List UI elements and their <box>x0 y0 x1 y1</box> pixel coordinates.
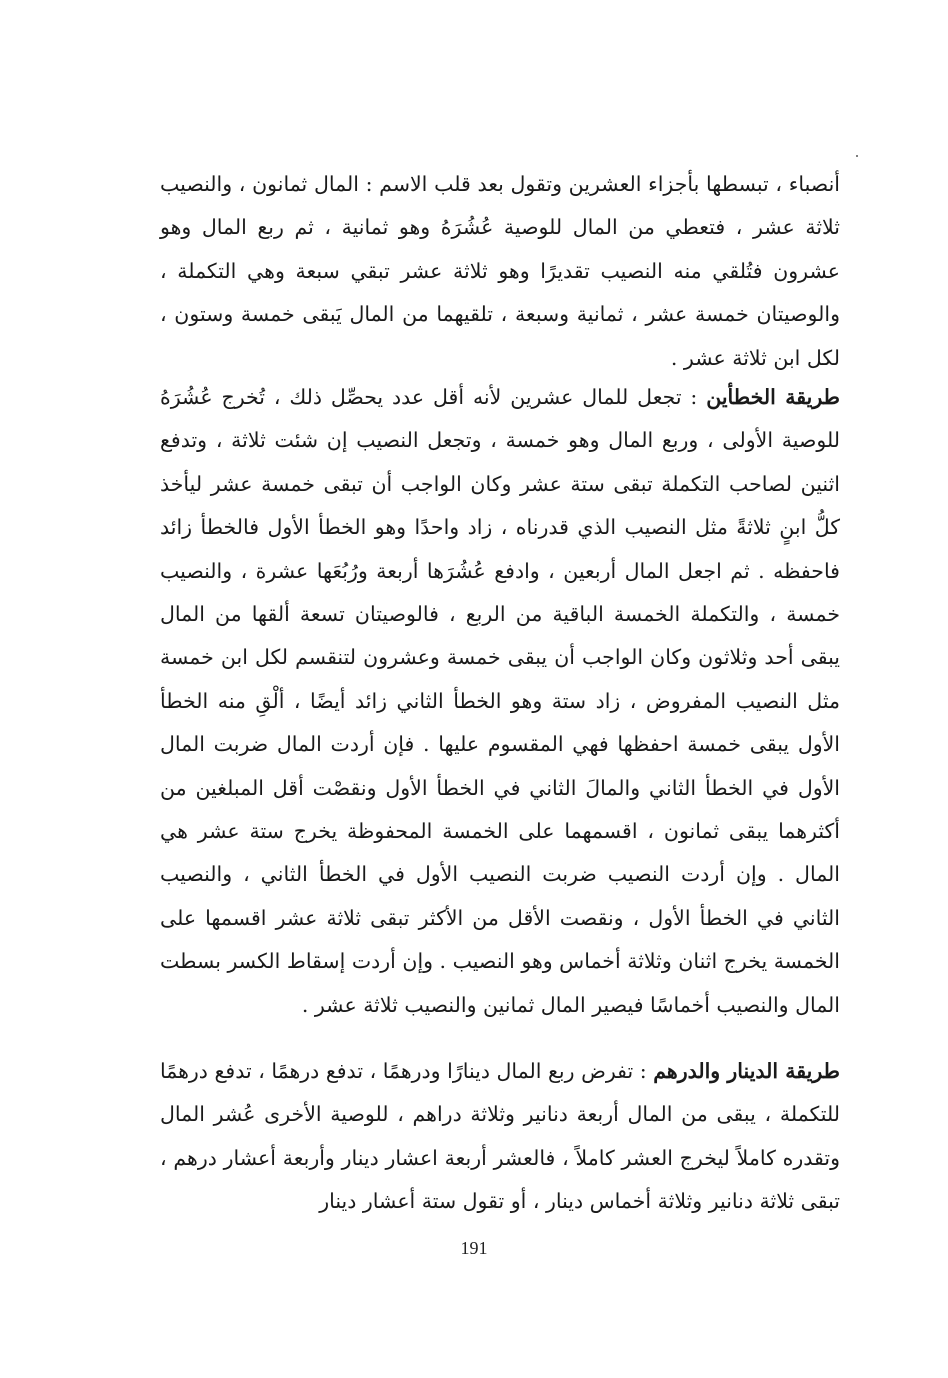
page-number: 191 <box>460 1238 488 1258</box>
paragraph-continuation <box>160 163 840 380</box>
paragraph-method-two-errors <box>160 376 840 1027</box>
paragraph-method-dinar-dirham <box>160 1050 840 1224</box>
method-heading: طريقة الخطأين <box>706 385 840 409</box>
paragraph-text: أنصباء ، تبسطها بأجزاء العشرين وتقول بعد قلب الاسم : المال ثمانون ، والنصيب ثلاثة عشر ، فتعطي من المال للوصية عُشُرَهُ وهو ثمانية ، ثم ربع المال وهو عشرون فتُلقي منه النصيب تقديرًا وهو ثلاثة عشر تبقي سبعة وهي التكملة ، والوصيتان خمسة عشر ، ثمانية وسبعة ، تلقيهما من المال يَبقى خمسة وستون ، لكل ابن ثلاثة عشر . <box>160 172 840 370</box>
paragraph-text: : تفرض ربع المال دينارًا ودرهمًا ، تدفع درهمًا ، تدفع درهمًا للتكملة ، يبقى من المال أربعة دنانير وثلاثة دراهم ، للوصية الأخرى عُشر المال وتقدره كاملاً ليخرج العشر كاملاً ، فالعشر أربعة اعشار دينار وأربعة أعشار درهم ، تبقى ثلاثة دنانير وثلاثة أخماس دينار ، أو تقول ستة أعشار دينار <box>160 1059 840 1214</box>
paragraph-text: : تجعل للمال عشرين لأنه أقل عدد يحصِّل ذلك ، تُخرج عُشُرَهُ للوصية الأولى ، وربع المال وهو خمسة ، وتجعل النصيب إن شئت ثلاثة ، وتدفع اثنين لصاحب التكملة تبقى ستة عشر وكان الواجب أن تبقى خمسة عشر ليأخذ كلُّ ابنٍ ثلاثةً مثل النصيب الذي قدرناه ، زاد واحدًا وهو الخطأ الأول فالخطأ زائد فاحفظه . ثم اجعل المال أربعين ، وادفع عُشُرَها أربعة ورُبُعَها عشرة ، والنصيب خمسة ، والتكملة الخمسة الباقية من الربع ، فالوصيتان تسعة ألقها من المال يبقى أحد وثلاثون وكان الواجب أن يبقى خمسة وعشرون لتنقسم لكل ابن خمسة مثل النصيب المفروض ، زاد ستة وهو الخطأ الثاني زائد أيضًا ، ألْقِ منه الخطأ الأول يبقى خمسة احفظها فهي المقسوم عليها . فإن أردت المال ضربت المال الأول في الخطأ الثاني والمالَ الثاني في الخطأ الأول ونقصْت أقل المبلغين من أكثرهما يبقى ثمانون ، اقسمهما على الخمسة المحفوظة يخرج ستة عشر هي المال . وإن أردت النصيب ضربت النصيب الأول في الخطأ الثاني ، والنصيب الثاني في الخطأ الأول ، ونقصت الأقل من الأكثر تبقى ثلاثة عشر اقسمها على الخمسة يخرج اثنان وثلاثة أخماس وهو النصيب . وإن أردت إسقاط الكسر بسطت المال والنصيب أخماسًا فيصير المال ثمانين والنصيب ثلاثة عشر . <box>160 385 840 1017</box>
method-heading: طريقة الدينار والدرهم <box>653 1059 840 1083</box>
scan-speck <box>856 155 858 157</box>
